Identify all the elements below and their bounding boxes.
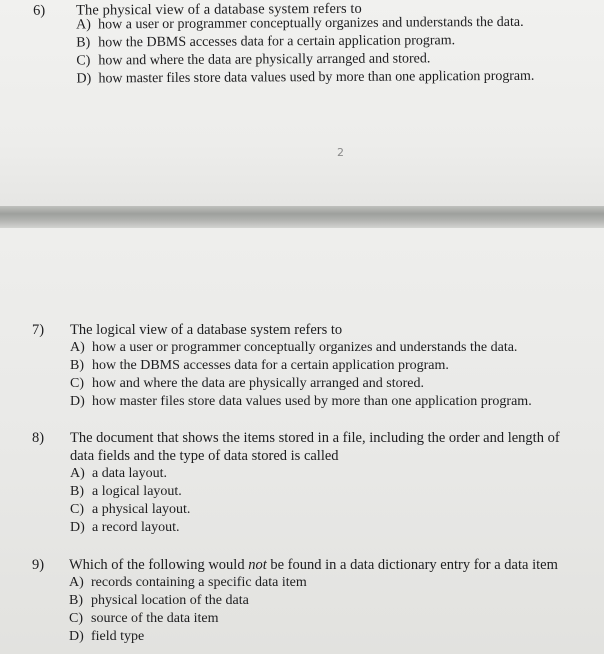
option-letter: C)	[69, 611, 83, 626]
question-number: 8)	[32, 430, 45, 446]
option-text: how and where the data are physically arranged and stored.	[92, 376, 424, 391]
question-number: 7)	[32, 322, 45, 338]
option-b	[70, 483, 190, 501]
question-text: The logical view of a database system refers to	[70, 322, 343, 338]
option-text: how a user or programmer conceptually organizes and understands the data.	[98, 14, 524, 33]
option-letter: A)	[70, 466, 85, 481]
option-letter: C)	[70, 376, 84, 391]
option-a	[70, 339, 532, 357]
question-text-emphasis: not	[248, 557, 267, 573]
option-text: how a user or programmer conceptually organizes and understands the data.	[92, 340, 518, 355]
option-letter: C)	[76, 53, 91, 69]
option-text: records containing a specific data item	[91, 575, 307, 590]
option-letter: D)	[76, 71, 92, 87]
option-letter: C)	[70, 502, 84, 517]
option-letter: B)	[70, 484, 84, 499]
option-text: how master files store data values used by more than one application program.	[92, 394, 532, 409]
question-text-after: be found in a data dictionary entry for a data item	[266, 557, 558, 573]
option-text: a record layout.	[92, 520, 180, 535]
option-d	[70, 393, 532, 411]
option-text: source of the data item	[91, 611, 219, 626]
option-letter: B)	[76, 35, 91, 51]
option-a	[70, 465, 190, 483]
question-text-line-2: data fields and the type of data stored is called	[70, 448, 339, 464]
option-d	[69, 628, 307, 646]
option-d	[70, 519, 190, 537]
question-text-line-1: The document that shows the items stored in a file, including the order and length of	[70, 430, 560, 446]
option-c	[69, 610, 307, 628]
option-d	[76, 68, 534, 89]
option-list	[70, 465, 190, 537]
option-c	[70, 375, 532, 393]
option-text: physical location of the data	[91, 593, 249, 608]
option-text: how master files store data values used by more than one application program.	[98, 68, 535, 87]
option-a	[69, 574, 307, 592]
option-text: how and where the data are physically arranged and stored.	[98, 51, 431, 69]
option-text: field type	[91, 629, 145, 644]
option-list	[76, 14, 534, 89]
option-text: a data layout.	[92, 466, 168, 481]
question-text: The physical view of a database system refers to	[76, 0, 362, 19]
option-letter: B)	[69, 593, 83, 608]
option-text: how the DBMS accesses data for a certain application program.	[98, 33, 456, 51]
option-a	[76, 14, 534, 35]
option-list	[69, 574, 307, 646]
question-number: 6)	[33, 2, 46, 19]
option-text: a physical layout.	[92, 502, 191, 517]
option-letter: D)	[70, 520, 85, 535]
option-letter: D)	[69, 629, 84, 644]
option-b	[70, 357, 532, 375]
option-letter: A)	[69, 575, 84, 590]
option-letter: D)	[70, 394, 85, 409]
option-letter: A)	[76, 17, 91, 33]
option-list	[70, 339, 532, 411]
option-c	[70, 501, 190, 519]
option-b	[69, 592, 307, 610]
question-text	[69, 556, 558, 574]
option-letter: B)	[70, 358, 84, 373]
question-number: 9)	[32, 557, 45, 573]
option-letter: A)	[70, 340, 85, 355]
page-gap	[0, 206, 604, 228]
page-number: 2	[337, 146, 344, 159]
question-text-before: Which of the following would	[69, 557, 249, 573]
option-text: a logical layout.	[92, 484, 182, 499]
option-text: how the DBMS accesses data for a certain application program.	[92, 358, 449, 373]
